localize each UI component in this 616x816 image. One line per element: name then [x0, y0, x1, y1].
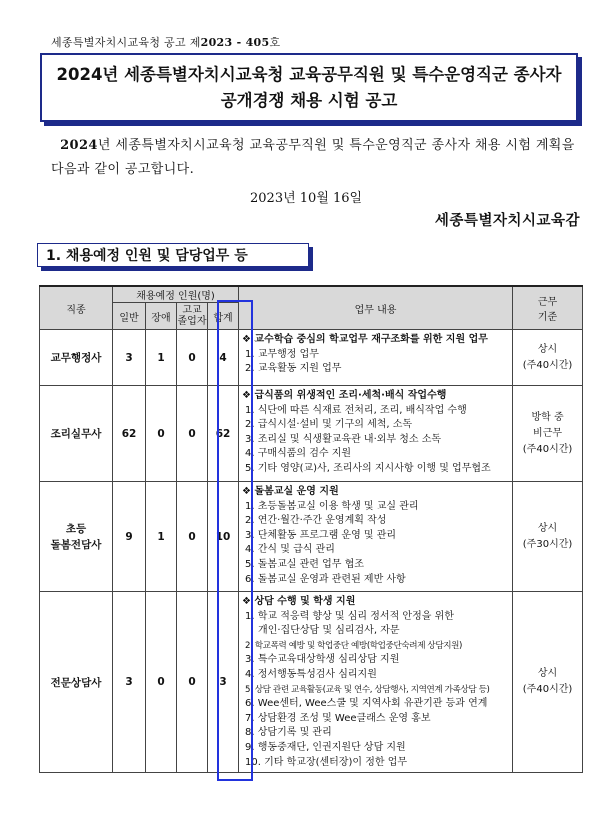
- duty-cell: [239, 592, 513, 773]
- count-general: 3: [113, 330, 146, 386]
- duty-item: 1. 식단에 따른 식재료 전처리, 조리, 배식작업 수행: [245, 404, 467, 416]
- header-total: 합계: [208, 303, 239, 330]
- duty-item: 2. 연간·월간·주간 운영계획 작성: [245, 515, 387, 527]
- count-total: 10: [208, 482, 239, 592]
- duty-head: ❖ 교수학습 중심의 학교업무 재구조화를 위한 지원 업무: [242, 334, 488, 345]
- duty-item: 개인·집단상담 및 심리검사, 자문: [258, 625, 400, 637]
- signer: 세종특별자치시교육감: [434, 212, 580, 229]
- work-basis: 상시 (주30시간): [513, 482, 583, 592]
- duty-cell: [239, 482, 513, 592]
- duty-item: 5. 돌봄교실 관련 업무 협조: [245, 558, 364, 570]
- work-basis: 방학 중 비근무 (주40시간): [513, 386, 583, 482]
- duty-item: 5. 상담 관련 교육활동(교육 및 연수, 상담행사, 지역연계 가족상담 등): [245, 684, 490, 695]
- count-disabled: 1: [146, 482, 177, 592]
- duty-item: 2. 교육활동 지원 업무: [245, 363, 342, 375]
- duty-item: 6. Wee센터, Wee스쿨 및 지역사회 유관기관 등과 연계: [245, 698, 488, 710]
- duty-item: 4. 구매식품의 검수 지원: [245, 448, 352, 460]
- count-hs-grad: 0: [177, 482, 208, 592]
- duty-cell: [239, 386, 513, 482]
- notice-number: 세종특별자치시교육청 공고 제2023 - 405호: [51, 36, 281, 49]
- header-job: 직종: [40, 286, 113, 330]
- table-row: [40, 330, 583, 386]
- count-total: 62: [208, 386, 239, 482]
- header-disabled: 장애: [146, 303, 177, 330]
- title-line-2: 공개경쟁 채용 시험 공고: [220, 91, 398, 110]
- count-disabled: 0: [146, 592, 177, 773]
- table-row: [40, 592, 583, 773]
- duty-item: 7. 상담환경 조성 및 Wee클래스 운영 홍보: [245, 712, 431, 724]
- duty-item: 3. 특수교육대상학생 심리상담 지원: [245, 654, 400, 666]
- count-general: 9: [113, 482, 146, 592]
- table-row: [40, 386, 583, 482]
- duty-item: 4. 정서행동특성검사 심리지원: [245, 668, 377, 680]
- notice-date: 2023년 10월 16일: [250, 191, 363, 206]
- count-hs-grad: 0: [177, 330, 208, 386]
- intro-text: 년 세종특별자치시교육청 교육공무직원 및 특수운영직군 종사자 채용 시험 계획을 다음과 같이 공고합니다.: [51, 138, 575, 177]
- count-total: 4: [208, 330, 239, 386]
- duty-item: 10. 기타 학교장(센터장)이 정한 업무: [245, 756, 408, 768]
- header-hs-grad: 고교 졸업자: [177, 303, 208, 330]
- duty-head: ❖ 돌봄교실 운영 지원: [242, 486, 339, 497]
- intro-year: 2024: [60, 138, 98, 153]
- count-general: 62: [113, 386, 146, 482]
- count-disabled: 0: [146, 386, 177, 482]
- header-duty: 업무 내용: [239, 286, 513, 330]
- job-name: 초등 돌봄전담사: [40, 482, 113, 592]
- duty-item: 5. 기타 영양(교)사, 조리사의 지시사항 이행 및 업무협조: [245, 462, 491, 474]
- count-total: 3: [208, 592, 239, 773]
- title-line-1: 2024년 세종특별자치시교육청 교육공무직원 및 특수운영직군 종사자: [56, 65, 562, 84]
- title-box: [40, 53, 578, 122]
- job-name: 전문상담사: [40, 592, 113, 773]
- duty-head: ❖ 상담 수행 및 학생 지원: [242, 596, 356, 607]
- job-name: 교무행정사: [40, 330, 113, 386]
- duty-item: 6. 돌봄교실 운영과 관련된 제반 사항: [245, 573, 406, 585]
- duty-item: 3. 단체활동 프로그램 운영 및 관리: [245, 529, 397, 541]
- duty-item: 9. 행동중재단, 인권지원단 상담 지원: [245, 741, 406, 753]
- header-work: 근무 기준: [513, 286, 583, 330]
- duty-item: 1. 학교 적응력 향상 및 심리 정서적 안정을 위한: [245, 610, 454, 622]
- duty-item: 3. 조리실 및 식생활교육관 내·외부 청소 소독: [245, 433, 442, 445]
- duty-cell: [239, 330, 513, 386]
- intro-paragraph: [51, 134, 581, 182]
- duty-head: ❖ 급식품의 위생적인 조리·세척·배식 작업수행: [242, 390, 447, 401]
- work-basis: 상시 (주40시간): [513, 330, 583, 386]
- duty-item: 8. 상담기록 및 관리: [245, 727, 332, 739]
- duty-item: 4. 간식 및 급식 관리: [245, 544, 335, 556]
- duty-item: 2. 학교폭력 예방 및 학업중단 예방(학업중단숙려제 상담지원): [245, 640, 462, 651]
- header-general: 일반: [113, 303, 146, 330]
- duty-item: 1. 교무행정 업무: [245, 348, 319, 360]
- count-hs-grad: 0: [177, 386, 208, 482]
- work-basis: 상시 (주40시간): [513, 592, 583, 773]
- count-general: 3: [113, 592, 146, 773]
- table-row: [40, 482, 583, 592]
- duty-item: 1. 초등돌봄교실 이용 학생 및 교실 관리: [245, 500, 419, 512]
- job-name: 조리실무사: [40, 386, 113, 482]
- count-hs-grad: 0: [177, 592, 208, 773]
- header-planned: 채용예정 인원(명): [113, 286, 239, 303]
- recruitment-table: [39, 285, 583, 773]
- duty-item: 2. 급식시설·설비 및 기구의 세척, 소독: [245, 419, 413, 431]
- section-1-title: 1. 채용예정 인원 및 담당업무 등: [37, 243, 309, 267]
- count-disabled: 1: [146, 330, 177, 386]
